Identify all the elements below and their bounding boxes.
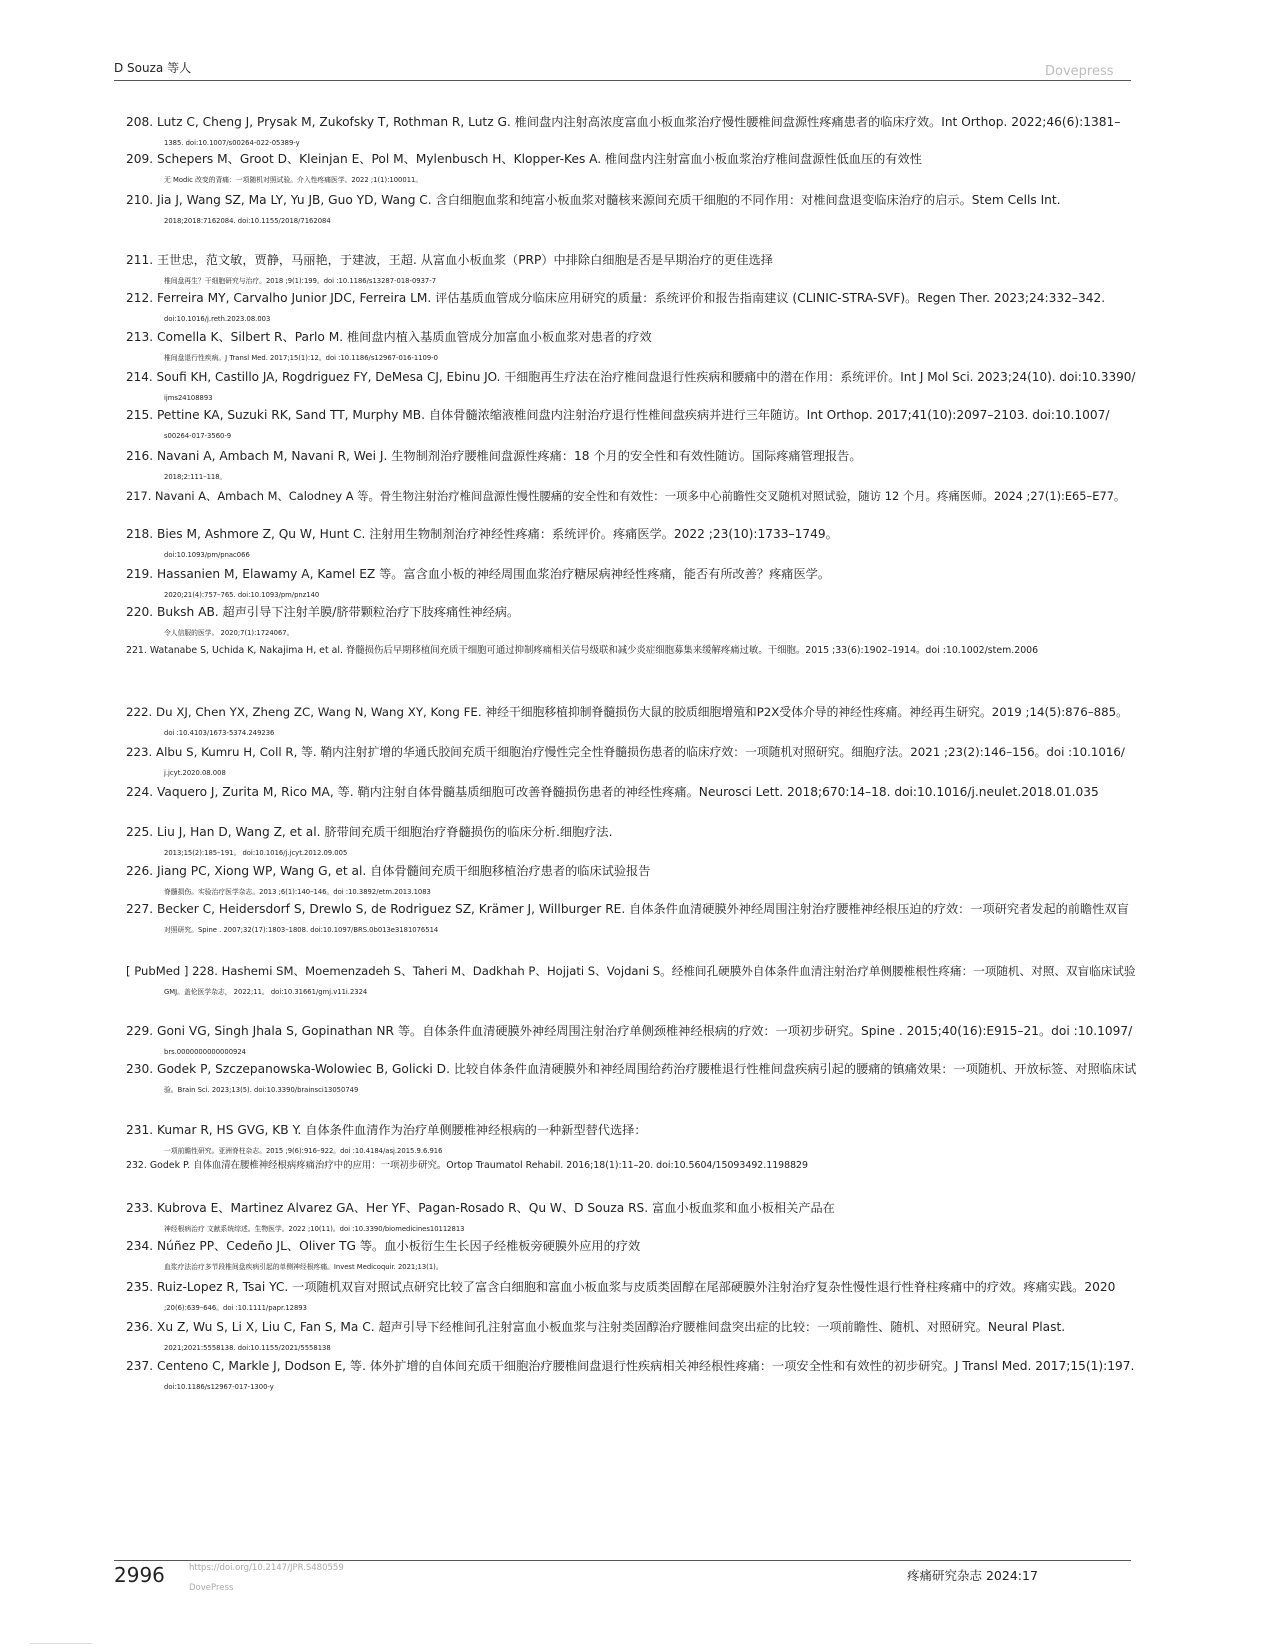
reference-continuation-line: 对照研究。Spine . 2007;32(17):1803–1808. doi:10.1097/BRS.0b013e3181076514 <box>164 926 439 934</box>
reference-line: 225. Liu J, Han D, Wang Z, et al. 脐带间充质干细胞治疗脊髓损伤的临床分析.细胞疗法. <box>126 825 613 839</box>
reference-line: 237. Centeno C, Markle J, Dodson E, 等. 体外扩增的自体间充质干细胞治疗腰椎间盘退行性疾病相关神经根性疼痛：一项安全性和有效性的初步研究。J Transl Med. 2017;15(1):197. <box>126 1359 1135 1373</box>
reference-line: 227. Becker C, Heidersdorf S, Drewlo S, de Rodriguez SZ, Krämer J, Willburger RE. 自体条件血清硬膜外神经周围注射治疗腰椎神经根压迫的疗效：一项研究者发起的前瞻性双盲 <box>126 902 1129 916</box>
reference-entry <box>126 524 1136 566</box>
reference-continuation-line: 椎间盘再生？干细胞研究与治疗。2018 ;9(1):199。doi :10.1186/s13287-018-0937-7 <box>164 277 437 285</box>
reference-line: 223. Albu S, Kumru H, Coll R, 等. 鞘内注射扩增的华通氏胶间充质干细胞治疗慢性完全性脊髓损伤患者的临床疗效：一项随机对照研究。细胞疗法。2021 ;23(2):146–156。doi :10.1016/ <box>126 745 1125 759</box>
reference-line: 230. Godek P, Szczepanowska-Wolowiec B, Golicki D. 比较自体条件血清硬膜外和神经周围给药治疗腰椎退行性椎间盘疾病引起的腰痛的镇痛效果：一项随机、开放标签、对照临床试 <box>126 1062 1137 1076</box>
header-divider <box>114 80 1131 81</box>
reference-entry <box>126 327 1136 369</box>
reference-continuation-line: doi:10.1016/j.reth.2023.08.003 <box>164 315 271 323</box>
reference-line: 236. Xu Z, Wu S, Li X, Liu C, Fan S, Ma C. 超声引导下经椎间孔注射富血小板血浆与注射类固醇治疗腰椎间盘突出症的比较：一项前瞻性、随机、对照研究。Neural Plast. <box>126 1320 1066 1334</box>
footer-doi-link[interactable]: https://doi.org/10.2147/JPR.S480559 <box>189 1563 344 1573</box>
reference-entry <box>126 446 1136 488</box>
page-number: 2996 <box>114 1563 165 1587</box>
reference-continuation-line: 令人信服的医学。 2020;7(1):1724067。 <box>164 629 294 637</box>
reference-line: 224. Vaquero J, Zurita M, Rico MA, 等. 鞘内注射自体骨髓基质细胞可改善脊髓损伤患者的神经性疼痛。Neurosci Lett. 2018;670:14–18. doi:10.1016/j.neulet.2018.01.035 <box>126 785 1099 799</box>
reference-entry <box>126 861 1136 903</box>
reference-continuation-line: doi:10.1186/s12967-017-1300-y <box>164 1383 274 1391</box>
reference-line: 232. Godek P. 自体血清在腰椎神经根病疼痛治疗中的应用：一项初步研究。Ortop Traumatol Rehabil. 2016;18(1):11–20. doi:10.5604/15093492.1198829 <box>126 1160 808 1171</box>
reference-continuation-line: 一项前瞻性研究。亚洲脊柱杂志。2015 ;9(6):916–922。doi :10.4184/asj.2015.9.6.916 <box>164 1147 443 1155</box>
running-header-author: D Souza 等人 <box>114 61 192 75</box>
reference-line: 220. Buksh AB. 超声引导下注射羊膜/脐带颗粒治疗下肢疼痛性神经病。 <box>126 605 520 619</box>
reference-entry <box>126 1317 1136 1359</box>
reference-entry <box>126 742 1136 784</box>
reference-continuation-line: 1385. doi:10.1007/s00264-022-05389-y <box>164 139 300 147</box>
reference-entry <box>126 702 1136 744</box>
reference-line: 217. Navani A、Ambach M、Calodney A 等。骨生物注射治疗椎间盘源性慢性腰痛的安全性和有效性：一项多中心前瞻性交叉随机对照试验，随访 12 个月。疼痛医师。2024 ;27(1):E65–E77。 <box>126 489 1126 503</box>
reference-line: 211. 王世忠，范文敏，贾静，马丽艳，于建波，王超. 从富血小板血浆（PRP）中排除白细胞是否是早期治疗的更佳选择 <box>126 253 773 267</box>
reference-entry <box>126 1059 1136 1101</box>
reference-continuation-line: 2013;15(2):185–191。 doi:10.1016/j.jcyt.2012.09.005 <box>164 849 348 857</box>
reference-entry <box>126 1198 1136 1240</box>
reference-line: 233. Kubrova E、Martinez Alvarez GA、Her YF、Pagan-Rosado R、Qu W、D Souza RS. 富血小板血浆和血小板相关产品在 <box>126 1201 835 1215</box>
reference-entry <box>126 602 1136 644</box>
reference-line: 231. Kumar R, HS GVG, KB Y. 自体条件血清作为治疗单侧腰椎神经根病的一种新型替代选择： <box>126 1123 647 1137</box>
reference-entry <box>126 486 1136 507</box>
reference-entry <box>126 644 1136 658</box>
reference-continuation-line: GMJ。盖伦医学杂志， 2022;11。 doi:10.31661/gmj.v11i.2324 <box>164 988 368 996</box>
reference-line: 219. Hassanien M, Elawamy A, Kamel EZ 等。富含血小板的神经周围血浆治疗糖尿病神经性疼痛，能否有所改善？疼痛医学。 <box>126 567 831 581</box>
reference-continuation-line: j.jcyt.2020.08.008 <box>164 769 226 777</box>
reference-entry <box>126 899 1136 941</box>
reference-continuation-line: 2021;2021:5558138. doi:10.1155/2021/5558138 <box>164 1344 331 1352</box>
reference-line: [ PubMed ] 228. Hashemi SM、Moemenzadeh S、Taheri M、Dadkhah P、Hojjati S、Vojdani S。经椎间孔硬膜外自体条件血清注射治疗单侧腰椎根性疼痛：一项随机、对照、双盲临床试验 <box>126 964 1136 978</box>
reference-line: 234. Núñez PP、Cedeño JL、Oliver TG 等。血小板衍生生长因子经椎板旁硬膜外应用的疗效 <box>126 1239 641 1253</box>
reference-line: 209. Schepers M、Groot D、Kleinjan E、Pol M、Mylenbusch H、Klopper-Kes A. 椎间盘内注射富血小板血浆治疗椎间盘源性低血压的有效性 <box>126 152 922 166</box>
reference-line: 216. Navani A, Ambach M, Navani R, Wei J. 生物制剂治疗腰椎间盘源性疼痛：18 个月的安全性和有效性随访。国际疼痛管理报告。 <box>126 449 862 463</box>
reference-line: 214. Soufi KH, Castillo JA, Rogdriguez FY, DeMesa CJ, Ebinu JO. 干细胞再生疗法在治疗椎间盘退行性疾病和腰痛中的潜在作用：系统评价。Int J Mol Sci. 2023;24(10). doi:10.3390/ <box>126 370 1136 384</box>
reference-line: 208. Lutz C, Cheng J, Prysak M, Zukofsky T, Rothman R, Lutz G. 椎间盘内注射高浓度富血小板血浆治疗慢性腰椎间盘源性疼痛患者的临床疗效。Int Orthop. 2022;46(6):1381– <box>126 115 1121 129</box>
reference-continuation-line: 椎间盘退行性疾病。J Transl Med. 2017;15(1):12。doi :10.1186/s12967-016-1109-0 <box>164 354 438 362</box>
reference-continuation-line: 2020;21(4):757–765. doi:10.1093/pm/pnz140 <box>164 591 320 599</box>
reference-continuation-line: 验。Brain Sci. 2023;13(5). doi:10.3390/brainsci13050749 <box>164 1086 359 1094</box>
reference-entry <box>126 1021 1136 1063</box>
reference-line: 210. Jia J, Wang SZ, Ma LY, Yu JB, Guo YD, Wang C. 含白细胞血浆和纯富小板血浆对髓核来源间充质干细胞的不同作用：对椎间盘退变临床治疗的启示。Stem Cells Int. <box>126 193 1061 207</box>
reference-line: 218. Bies M, Ashmore Z, Qu W, Hunt C. 注射用生物制剂治疗神经性疼痛：系统评价。疼痛医学。2022 ;23(10):1733–1749。 <box>126 527 838 541</box>
reference-entry <box>126 564 1136 606</box>
reference-entry <box>126 1277 1136 1319</box>
reference-continuation-line: 神经根病治疗 文献系统综述。生物医学。2022 ;10(11)。doi :10.3390/biomedicines10112813 <box>164 1225 465 1233</box>
reference-continuation-line: 无 Modic 改变的背痛：一项随机对照试验。介入性疼痛医学。2022 ;1(1):100011。 <box>164 176 423 184</box>
reference-entry <box>126 782 1136 803</box>
reference-line: 229. Goni VG, Singh Jhala S, Gopinathan NR 等。自体条件血清硬膜外神经周围注射治疗单侧颈椎神经根病的疗效：一项初步研究。Spine . 2015;40(16):E915–21。doi :10.1097/ <box>126 1024 1133 1038</box>
corner-mark <box>30 1643 92 1644</box>
reference-line: 212. Ferreira MY, Carvalho Junior JDC, Ferreira LM. 评估基质血管成分临床应用研究的质量：系统评价和报告指南建议 (CLINIC-STRA-SVF)。Regen Ther. 2023;24:332–342. <box>126 291 1106 305</box>
reference-continuation-line: s00264-017-3560-9 <box>164 432 232 440</box>
footer-publisher: DovePress <box>189 1583 234 1593</box>
reference-entry <box>126 367 1136 409</box>
reference-entry <box>126 1356 1136 1398</box>
reference-continuation-line: doi:10.1093/pm/pnac066 <box>164 551 250 559</box>
reference-entry <box>126 190 1136 232</box>
reference-line: 235. Ruiz-Lopez R, Tsai YC. 一项随机双盲对照试点研究比较了富含白细胞和富血小板血浆与皮质类固醇在尾部硬膜外注射治疗复杂性慢性退行性脊柱疼痛中的疗效。疼痛实践。2020 <box>126 1280 1116 1294</box>
footer-divider <box>114 1560 1131 1561</box>
reference-entry <box>126 250 1136 292</box>
reference-continuation-line: 2018;2018:7162084. doi:10.1155/2018/7162084 <box>164 217 331 225</box>
reference-continuation-line: ;20(6):639–646。doi :10.1111/papr.12893 <box>164 1304 307 1312</box>
reference-continuation-line: 血浆疗法治疗多节段椎间盘疾病引起的单侧神经根疼痛。Invest Medicoquir. 2021;13(1)。 <box>164 1263 443 1271</box>
reference-continuation-line: 2018;2:111–118。 <box>164 473 227 481</box>
reference-line: 226. Jiang PC, Xiong WP, Wang G, et al. 自体骨髓间充质干细胞移植治疗患者的临床试验报告 <box>126 864 651 878</box>
running-header-publisher: Dovepress <box>1045 64 1114 79</box>
reference-entry <box>126 112 1136 154</box>
reference-entry <box>126 1236 1136 1278</box>
reference-continuation-line: 脊髓损伤。实验治疗医学杂志。2013 ;6(1):140–146。doi :10.3892/etm.2013.1083 <box>164 888 431 896</box>
reference-line: 221. Watanabe S, Uchida K, Nakajima H, et al. 脊髓损伤后早期移植间充质干细胞可通过抑制疼痛相关信号级联和减少炎症细胞募集来缓解疼痛过敏。干细胞。2015 ;33(6):1902–1914。doi :10.1002/stem.2006 <box>126 645 1039 656</box>
footer-journal-citation: 疼痛研究杂志 2024:17 <box>907 1568 1038 1583</box>
reference-line: 213. Comella K、Silbert R、Parlo M. 椎间盘内植入基质血管成分加富血小板血浆对患者的疗效 <box>126 330 652 344</box>
reference-entry <box>126 1159 1136 1173</box>
reference-entry <box>126 405 1136 447</box>
reference-line: 215. Pettine KA, Suzuki RK, Sand TT, Murphy MB. 自体骨髓浓缩液椎间盘内注射治疗退行性椎间盘疾病并进行三年随访。Int Orthop. 2017;41(10):2097–2103. doi:10.1007/ <box>126 408 1110 422</box>
reference-entry <box>126 1120 1136 1162</box>
reference-continuation-line: doi :10.4103/1673-5374.249236 <box>164 729 275 737</box>
reference-continuation-line: brs.0000000000000924 <box>164 1048 247 1056</box>
reference-entry <box>126 961 1136 1003</box>
reference-entry <box>126 822 1136 864</box>
reference-continuation-line: ijms24108893 <box>164 394 213 402</box>
reference-entry <box>126 149 1136 191</box>
reference-entry <box>126 288 1136 330</box>
reference-line: 222. Du XJ, Chen YX, Zheng ZC, Wang N, Wang XY, Kong FE. 神经干细胞移植抑制脊髓损伤大鼠的胶质细胞增殖和P2X受体介导的神经性疼痛。神经再生研究。2019 ;14(5):876–885。 <box>126 705 1128 719</box>
